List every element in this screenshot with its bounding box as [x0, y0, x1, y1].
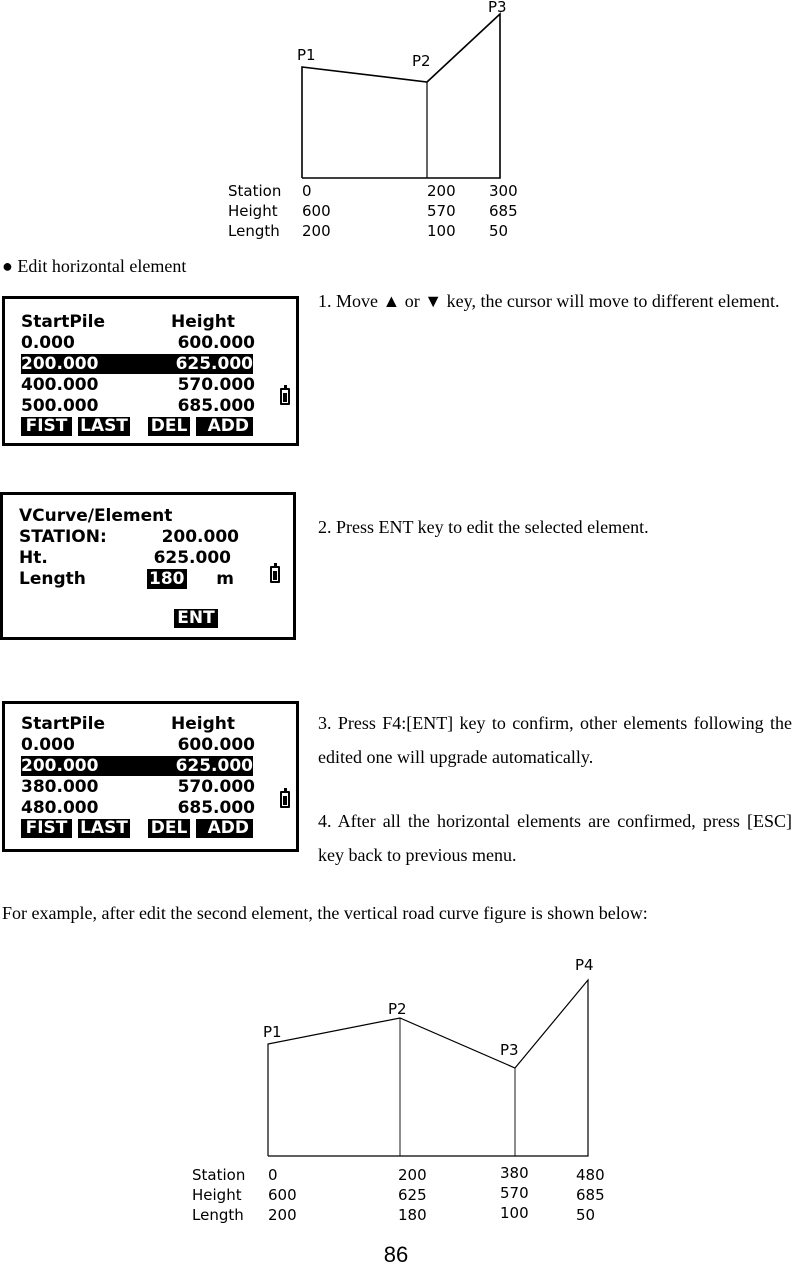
softkey-add[interactable]: ADD: [196, 417, 253, 436]
height-value: 600: [302, 202, 331, 220]
length-value: 50: [576, 1206, 596, 1224]
station-value: 380: [500, 1164, 529, 1182]
curve-diagram-after: [188, 958, 618, 1228]
height-value: 600: [268, 1186, 297, 1204]
height-value: 685: [489, 202, 518, 220]
ht-value: 625.000: [153, 548, 231, 568]
row-label-station: Station: [192, 1166, 246, 1184]
softkey-fist[interactable]: FIST: [21, 819, 72, 838]
battery-icon: [270, 566, 280, 583]
list-row-selected[interactable]: [21, 354, 253, 374]
station-value: 200.000: [161, 527, 239, 547]
height-value: 625.000: [175, 756, 253, 776]
length-value: 200: [302, 222, 331, 240]
softkey-last[interactable]: LAST: [78, 819, 130, 838]
startpile-value: 380.000: [21, 777, 99, 797]
row-label-height: Height: [228, 202, 278, 220]
figure-caption: For example, after edit the second element, the vertical road curve figure is shown below:: [2, 903, 648, 923]
length-row: [19, 569, 234, 589]
ht-label: Ht.: [19, 548, 48, 568]
vertical-curve-figure-before: [220, 0, 540, 245]
section-title: ● Edit horizontal element: [2, 256, 187, 276]
point-label-p3: P3: [500, 1041, 519, 1059]
height-value: 600.000: [177, 333, 255, 353]
row-label-length: Length: [192, 1206, 244, 1224]
softkey-del[interactable]: DEL: [148, 819, 190, 838]
startpile-value: 480.000: [21, 798, 99, 818]
point-label-p3: P3: [488, 0, 507, 16]
height-value: 570.000: [177, 375, 255, 395]
station-value: 0: [268, 1166, 278, 1184]
lcd-screen-element-list-updated: [2, 701, 299, 852]
row-label-station: Station: [228, 182, 282, 200]
station-value: 200: [427, 182, 456, 200]
startpile-header: StartPile: [21, 312, 105, 332]
length-value: 50: [489, 222, 509, 240]
list-header: [21, 312, 255, 332]
height-value: 570.000: [177, 777, 255, 797]
list-header: [21, 714, 255, 734]
lcd-screen-element-list: [2, 296, 299, 446]
softkey-ent[interactable]: ENT: [174, 609, 218, 628]
list-row[interactable]: [21, 777, 255, 797]
height-header: Height: [171, 714, 235, 734]
softkey-del[interactable]: DEL: [148, 417, 190, 436]
startpile-value: 500.000: [21, 396, 99, 416]
length-unit: m: [216, 569, 234, 589]
softkey-add[interactable]: ADD: [196, 819, 253, 838]
list-row[interactable]: [21, 375, 255, 395]
station-value: 480: [576, 1166, 605, 1184]
height-value: 685: [576, 1186, 605, 1204]
height-value: 625.000: [175, 354, 253, 374]
row-label-height: Height: [192, 1186, 242, 1204]
station-label: STATION:: [19, 527, 107, 547]
list-row[interactable]: [21, 735, 255, 755]
length-value: 200: [268, 1206, 297, 1224]
length-value: 180: [398, 1206, 427, 1224]
step-2-text: 2. Press ENT key to edit the selected element.: [318, 517, 649, 537]
height-header: Height: [171, 312, 235, 332]
list-row[interactable]: [21, 798, 255, 818]
station-value: 0: [302, 182, 312, 200]
lcd-screen-edit-element: [0, 492, 296, 640]
height-value: 600.000: [177, 735, 255, 755]
length-input[interactable]: 180: [149, 569, 185, 589]
height-value: 685.000: [177, 396, 255, 416]
vertical-curve-figure-after: [188, 958, 618, 1228]
battery-icon: [280, 791, 290, 808]
point-label-p2: P2: [412, 52, 431, 70]
point-label-p1: P1: [297, 46, 316, 64]
curve-profile-outline: [268, 980, 588, 1156]
battery-icon: [280, 388, 290, 405]
step-1-text: 1. Move ▲ or ▼ key, the cursor will move to different element.: [318, 291, 780, 311]
screen-title: VCurve/Element: [19, 506, 173, 526]
curve-diagram-before: [220, 0, 540, 245]
length-value: 100: [500, 1204, 529, 1222]
page-number: 86: [383, 1242, 409, 1267]
step-4-text: 4. After all the horizontal elements are confirmed, press [ESC] key back to previous menu.: [318, 811, 792, 865]
height-row: [19, 548, 231, 568]
station-value: 300: [489, 182, 518, 200]
length-value: 100: [427, 222, 456, 240]
list-row[interactable]: [21, 333, 255, 353]
point-label-p2: P2: [388, 1000, 407, 1018]
station-row: [19, 527, 239, 547]
height-value: 625: [398, 1186, 427, 1204]
list-row-selected[interactable]: [21, 756, 253, 776]
step-3-text: 3. Press F4:[ENT] key to confirm, other elements following the edited one will upgrade automatically.: [318, 713, 792, 767]
station-value: 200: [398, 1166, 427, 1184]
height-value: 570: [427, 202, 456, 220]
softkey-last[interactable]: LAST: [78, 417, 130, 436]
startpile-value: 200.000: [21, 756, 99, 776]
length-label: Length: [19, 569, 86, 589]
startpile-value: 200.000: [21, 354, 99, 374]
softkey-fist[interactable]: FIST: [21, 417, 72, 436]
point-label-p4: P4: [575, 956, 594, 974]
height-value: 685.000: [177, 798, 255, 818]
row-label-length: Length: [228, 222, 280, 240]
startpile-value: 0.000: [21, 735, 75, 755]
curve-profile-outline: [302, 14, 500, 178]
list-row[interactable]: [21, 396, 255, 416]
startpile-value: 400.000: [21, 375, 99, 395]
height-value: 570: [500, 1184, 529, 1202]
startpile-header: StartPile: [21, 714, 105, 734]
point-label-p1: P1: [263, 1023, 282, 1041]
startpile-value: 0.000: [21, 333, 75, 353]
